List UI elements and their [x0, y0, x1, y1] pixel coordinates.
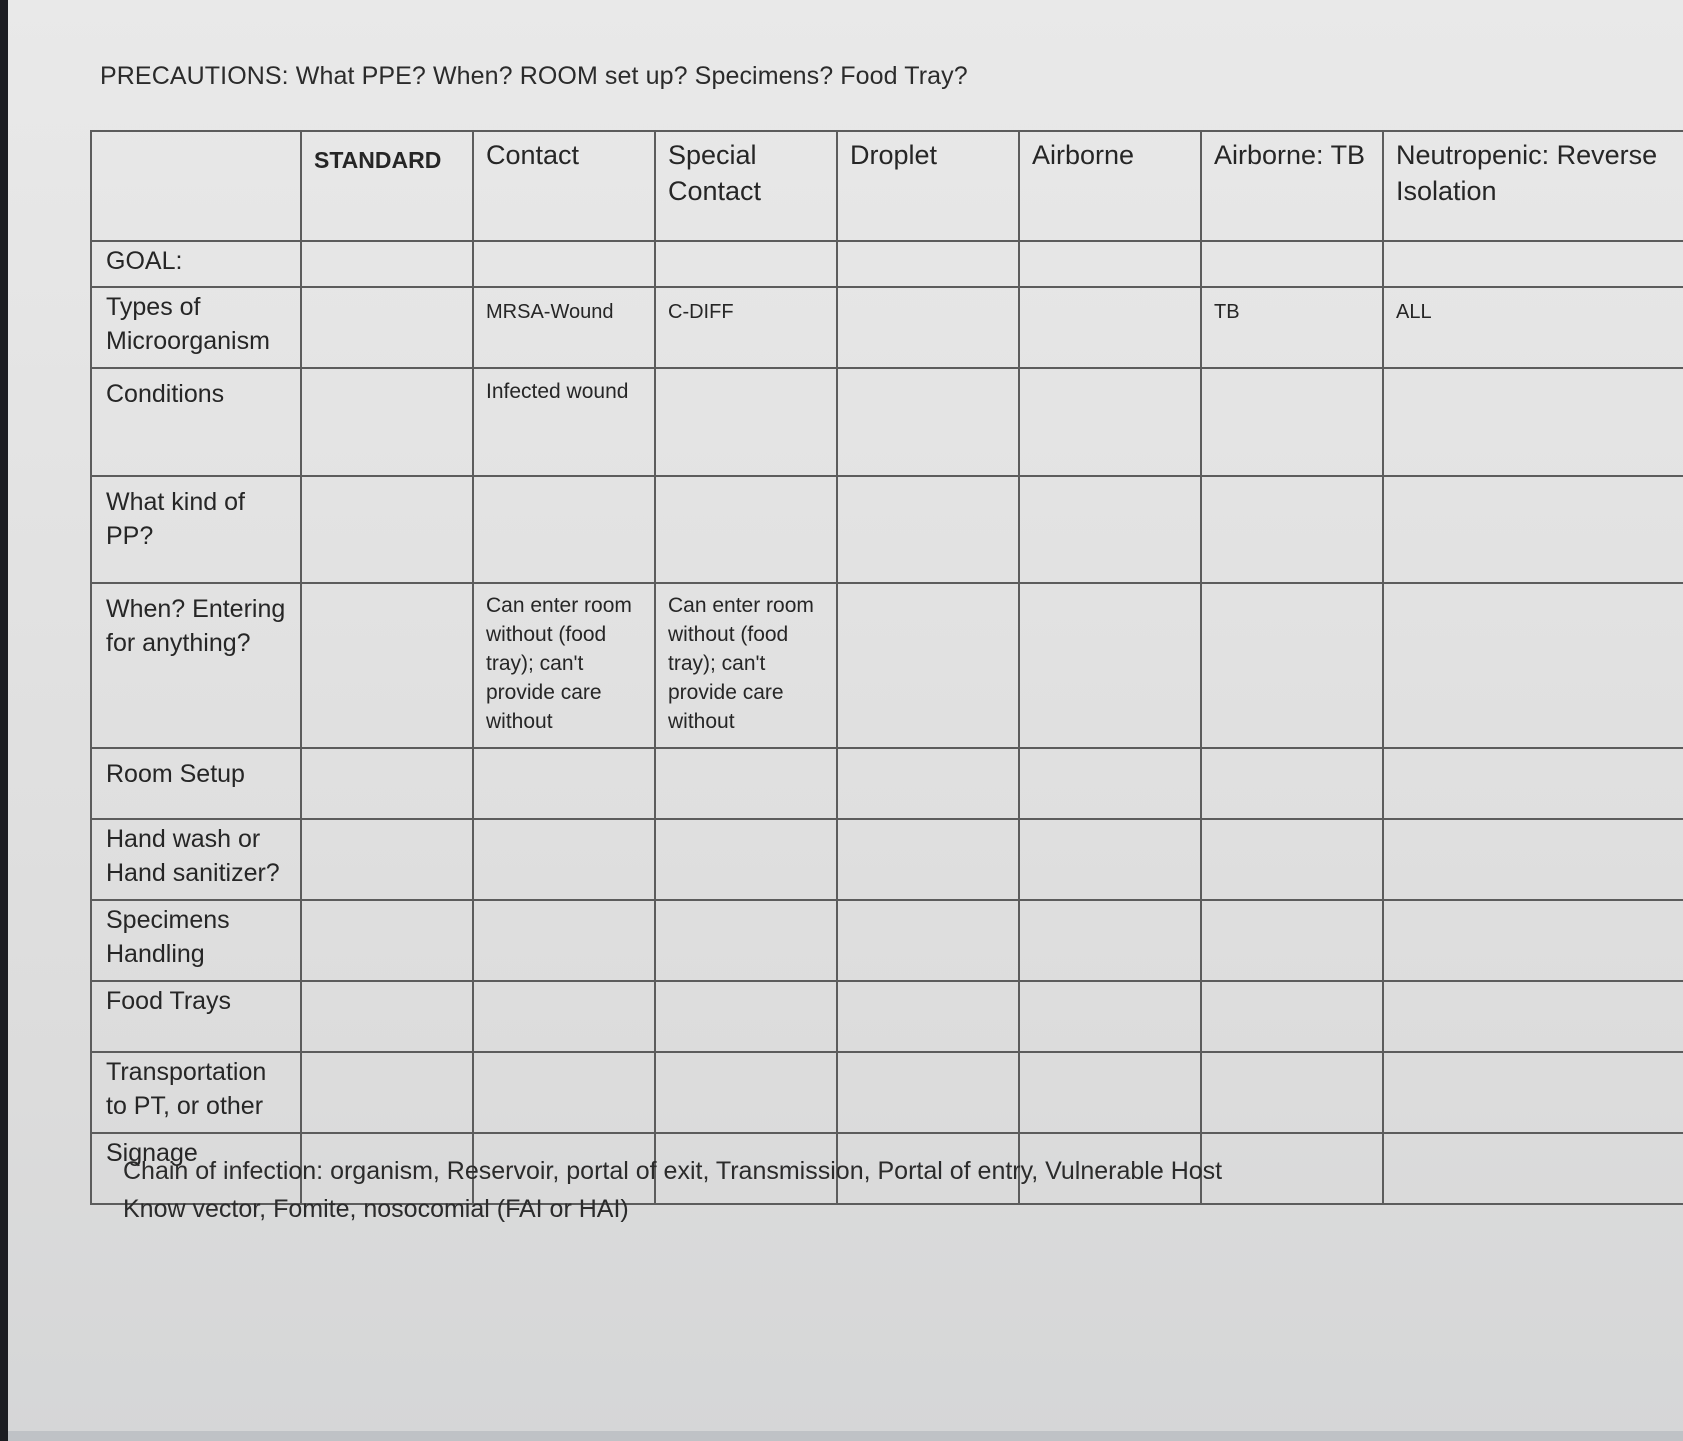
footer-notes — [123, 1152, 1222, 1228]
row-label-room: Room Setup — [91, 748, 301, 819]
row-label-conditions: Conditions — [91, 368, 301, 476]
header-airborne: Airborne — [1019, 131, 1201, 241]
header-neutropenic: Neutropenic: Reverse Isolation — [1383, 131, 1683, 241]
footer-terms: Know vector, Fomite, nosocomial (FAI or HAI) — [123, 1195, 629, 1223]
cell-when-special-contact: Can enter room without (food tray); can't provide care without — [655, 583, 837, 747]
page-title: PRECAUTIONS: What PPE? When? ROOM set up? Specimens? Food Tray? — [100, 62, 968, 90]
table-row-pp — [91, 476, 1683, 584]
table-row-types — [91, 287, 1683, 368]
table-row-room — [91, 748, 1683, 819]
cell-conditions-contact: Infected wound — [473, 368, 655, 476]
table-row-food — [91, 981, 1683, 1052]
cell-types-contact: MRSA-Wound — [473, 287, 655, 368]
row-label-specimens: Specimens Handling — [91, 900, 301, 981]
cell-types-neutropenic: ALL — [1383, 287, 1683, 368]
row-label-hand: Hand wash or Hand sanitizer? — [91, 819, 301, 900]
table-row-specimens — [91, 900, 1683, 981]
cell-types-special-contact: C-DIFF — [655, 287, 837, 368]
header-droplet: Droplet — [837, 131, 1019, 241]
table-row-hand — [91, 819, 1683, 900]
table-row-goal — [91, 241, 1683, 288]
cell-types-airborne-tb: TB — [1201, 287, 1383, 368]
header-contact: Contact — [473, 131, 655, 241]
row-label-food: Food Trays — [91, 981, 301, 1052]
row-label-types: Types of Microorganism — [91, 287, 301, 368]
precautions-table — [90, 130, 1683, 1205]
header-standard: STANDARD — [301, 131, 473, 241]
table-row-when — [91, 583, 1683, 747]
header-special-contact: Special Contact — [655, 131, 837, 241]
cell-when-contact: Can enter room without (food tray); can't provide care without — [473, 583, 655, 747]
header-row — [91, 131, 1683, 241]
row-label-when: When? Entering for anything? — [91, 583, 301, 747]
header-corner — [91, 131, 301, 241]
table-row-conditions — [91, 368, 1683, 476]
row-label-pp: What kind of PP? — [91, 476, 301, 584]
header-airborne-tb: Airborne: TB — [1201, 131, 1383, 241]
row-label-signage: Signage — [91, 1133, 301, 1204]
row-label-transport: Transportation to PT, or other — [91, 1052, 301, 1133]
row-label-goal: GOAL: — [91, 241, 301, 288]
footer-chain-of-infection: Chain of infection: organism, Reservoir, portal of exit, Transmission, Portal of entry, Vulnerable Host — [123, 1157, 1223, 1185]
table-row-transport — [91, 1052, 1683, 1133]
worksheet-page — [8, 0, 1683, 1441]
